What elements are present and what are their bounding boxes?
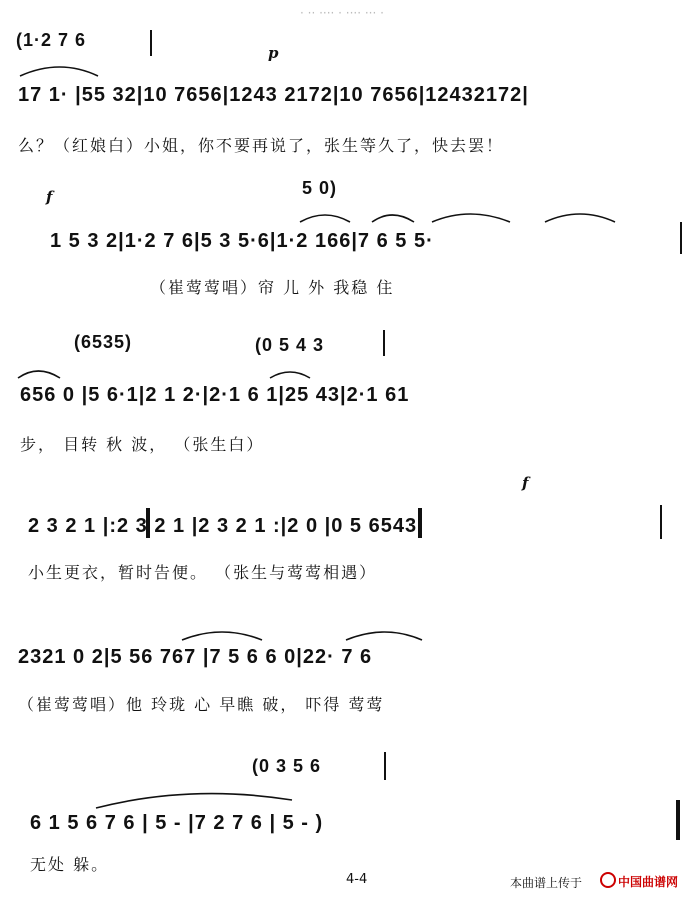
slur xyxy=(300,215,350,222)
line4-lyrics: 小生更衣，暂时告便。 （张生与莺莺相遇） xyxy=(28,563,378,582)
line2-notes: 1 5 3 2|1·2 7 6|5 3 5·6|1·2 166|7 6 5 5· xyxy=(50,230,434,252)
line3-notes: 656 0 |5 6·1|2 1 2·|2·1 6 1|25 43|2·1 61 xyxy=(20,384,410,406)
line1-lyrics: 么？（红娘白）小姐，你不要再说了，张生等久了，快去罢！ xyxy=(18,136,505,155)
slur xyxy=(545,214,615,222)
line5-lyrics: （崔莺莺唱）他 玲珑 心 早瞧 破， 吓得 莺莺 xyxy=(18,695,385,714)
line1-dynamic: p xyxy=(268,44,279,62)
slur xyxy=(372,215,414,222)
line6-paren: (0 3 5 6 xyxy=(252,756,322,776)
line2-paren: 5 0) xyxy=(302,178,338,198)
upload-text: 本曲谱上传于 xyxy=(510,876,583,890)
slur xyxy=(432,214,510,222)
line6-lyrics: 无处 躲。 xyxy=(30,855,110,874)
line4-notes: 2 3 2 1 |:2 3 2 1 |2 3 2 1 :|2 0 |0 5 6543 xyxy=(28,515,418,537)
line3-paren-b: (0 5 4 3 xyxy=(255,335,325,355)
line1-paren-intro: (1·2 7 6 xyxy=(16,30,87,50)
slur xyxy=(270,372,310,378)
logo-icon xyxy=(600,872,616,888)
slur xyxy=(18,371,60,378)
line5-notes: 2321 0 2|5 56 767 |7 5 6 6 0|22· 7 6 xyxy=(18,646,373,668)
line1-notes: 17 1· |55 32|10 7656|1243 2172|10 7656|12432172| xyxy=(18,84,529,106)
line3-paren-a: (6535) xyxy=(74,332,133,352)
slur xyxy=(182,632,262,640)
site-logo[interactable] xyxy=(600,872,678,890)
site-name: 中国曲谱网 xyxy=(618,875,679,889)
line2-dynamic: f xyxy=(46,188,53,206)
slur xyxy=(346,632,422,640)
slur xyxy=(96,794,292,808)
scan-noise: · ·· ···· · ···· ··· · xyxy=(300,6,384,20)
slur xyxy=(20,67,98,76)
line3-lyrics: 步， 目转 秋 波， （张生白） xyxy=(20,435,265,454)
line6-notes: 6 1 5 6 7 6 | 5 - |7 2 7 6 | 5 - ) xyxy=(30,812,324,834)
line4-dynamic: f xyxy=(522,474,529,492)
page-number: 4-4 xyxy=(346,872,368,887)
line2-lyrics: （崔莺莺唱）帘 儿 外 我稳 住 xyxy=(150,278,395,297)
